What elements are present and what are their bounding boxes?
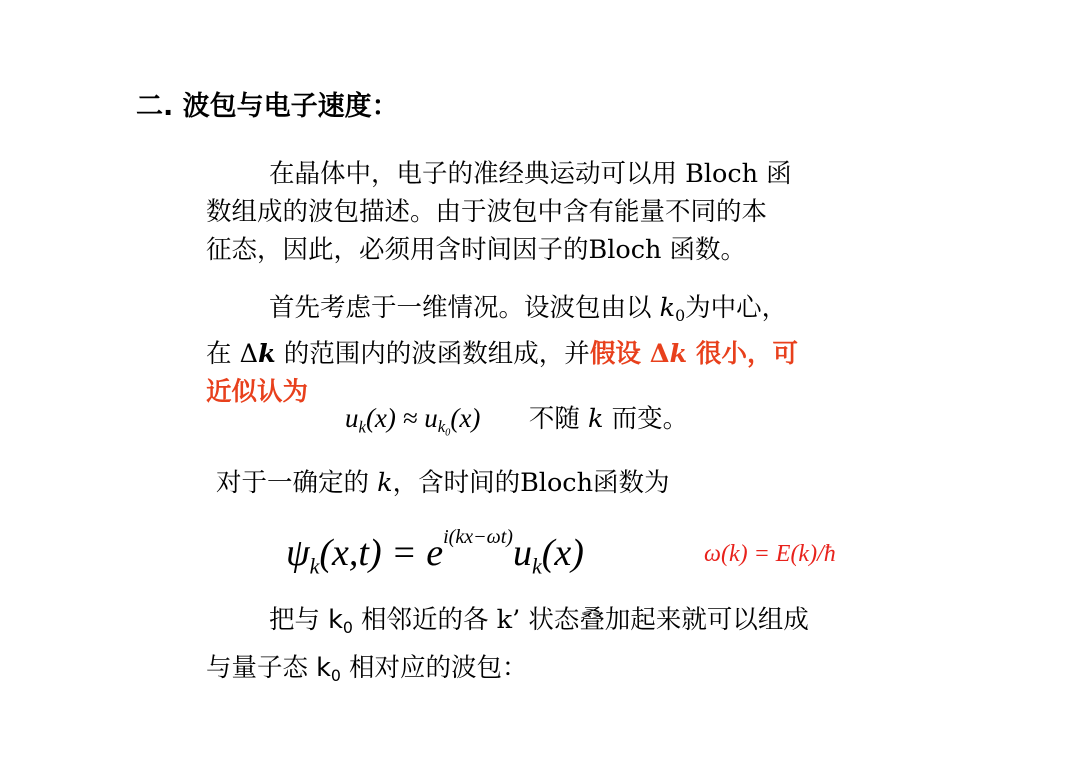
assumption-paragraph (206, 289, 906, 411)
intro-line-1: 在晶体中，电子的准经典运动可以用 Bloch 函 (269, 159, 792, 189)
wavepacket-line-1: 把与 $k_0$ 相邻近的各 k’ 状态叠加起来就可以组成 (269, 605, 809, 638)
approximation-expression: $u_k(x) \approx u_{k_0}(x)$ (345, 403, 481, 439)
intro-line-3: 征态，因此，必须用含时间因子的Bloch 函数。 (206, 235, 747, 265)
approximation-note: 不随 k 而变。 (528, 404, 689, 434)
bloch-function-equation: $\psi_k(x,t) = e^{i(kx-\omega t)}u_k(x)$ (286, 526, 584, 579)
intro-paragraph (206, 155, 906, 269)
dispersion-relation: ω(k) = E(k)/ħ (704, 541, 836, 567)
approximation-equation (345, 399, 688, 439)
assumption-line-3: 近似认为 (206, 377, 309, 408)
bloch-intro-line: 对于一确定的 k，含时间的Bloch函数为 (216, 468, 670, 498)
assumption-highlight: 假设 Δk 很小，可 (589, 339, 799, 370)
assumption-line-1: 首先考虑于一维情况。设波包由以 $k_0$为中心， (269, 293, 788, 326)
wavepacket-paragraph (206, 600, 926, 696)
assumption-line-2: 在 Δk 的范围内的波函数组成，并假设 Δk 很小，可 (206, 339, 799, 370)
wavepacket-line-2: 与量子态 $k_0$ 相对应的波包： (206, 653, 528, 686)
intro-line-2: 数组成的波包描述。由于波包中含有能量不同的本 (206, 197, 768, 227)
section-heading: 二. 波包与电子速度： (136, 91, 399, 122)
